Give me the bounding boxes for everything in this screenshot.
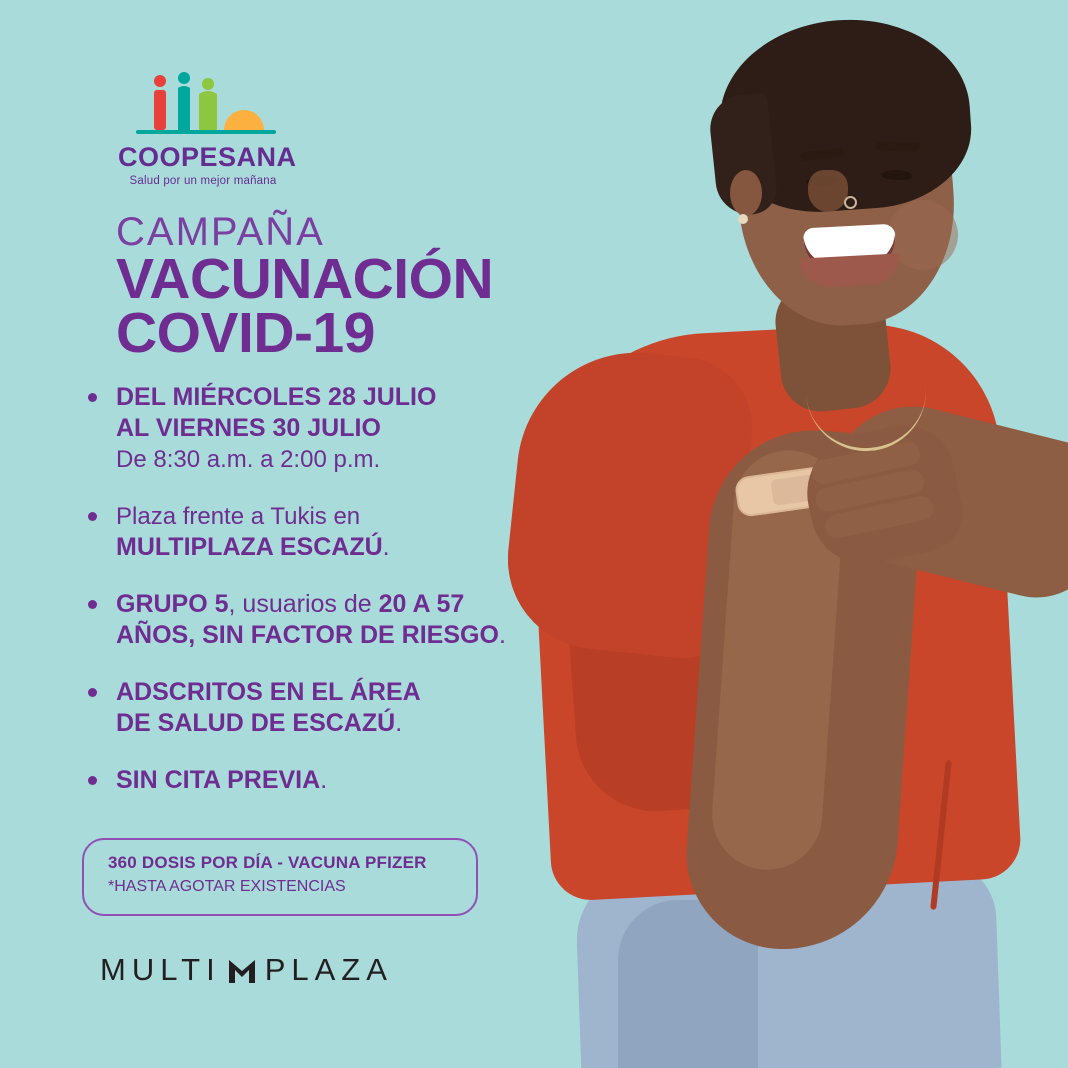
multiplaza-logo-right: PLAZA [264, 952, 393, 987]
bullet-group-period: . [498, 621, 506, 649]
bullet-location-line-2 [116, 532, 552, 563]
model-eyebrow [876, 141, 920, 152]
bullet-no-appointment [82, 765, 552, 796]
bullet-dot-icon [88, 600, 97, 609]
bullet-dot-icon [88, 776, 97, 785]
bullet-no-appointment-text: SIN CITA PREVIA [116, 766, 321, 794]
model-nose [808, 170, 848, 212]
coopesana-logo-tagline: Salud por un mejor mañana [129, 175, 277, 187]
bullet-location-venue: MULTIPLAZA ESCAZÚ [116, 533, 383, 561]
page-title [116, 247, 494, 365]
bullet-group [82, 589, 552, 651]
title-line-2: COVID-19 [116, 301, 375, 365]
doses-note-line-2: *HASTA AGOTAR EXISTENCIAS [108, 878, 346, 895]
multiplaza-logo [100, 952, 393, 988]
bullet-area-text: DE SALUD DE ESCAZÚ [116, 709, 396, 737]
bullet-area-line-1: ADSCRITOS EN EL ÁREA [116, 678, 421, 706]
multiplaza-logo-mark-icon [225, 953, 259, 987]
multiplaza-logo-left: MULTI [100, 952, 221, 987]
doses-note-box [82, 838, 478, 916]
bullet-location-line-1: Plaza frente a Tukis en [116, 503, 361, 530]
bullet-no-appointment-period: . [320, 766, 328, 794]
doses-note-line-1: 360 DOSIS POR DÍA - VACUNA PFIZER [108, 853, 427, 872]
bullet-location-period: . [382, 533, 390, 561]
title-line-1: VACUNACIÓN [116, 247, 494, 311]
bullet-group-line-2 [116, 620, 552, 651]
bullet-no-appointment-line [116, 765, 552, 796]
bullet-area-line-2 [116, 708, 552, 739]
headline-kicker: CAMPAÑA [116, 210, 325, 254]
bullet-dates-line-2: AL VIERNES 30 JULIO [116, 414, 381, 442]
bullet-group-age-range: 20 A 57 [378, 590, 465, 618]
bullet-group-line-1 [116, 589, 552, 620]
model-eye [882, 169, 912, 180]
model-earring [738, 214, 748, 224]
bullet-list [82, 382, 552, 822]
bullet-group-name: GRUPO 5 [116, 590, 229, 618]
bullet-dot-icon [88, 393, 97, 402]
coopesana-logo [118, 72, 297, 187]
coopesana-logo-mark [136, 72, 288, 140]
bullet-group-mid-text: , usuarios de [228, 590, 379, 618]
model-ear [730, 170, 762, 216]
bullet-dot-icon [88, 688, 97, 697]
bullet-area [82, 677, 552, 739]
bullet-dates-line-1: DEL MIÉRCOLES 28 JULIO [116, 383, 437, 411]
bullet-dates [82, 382, 552, 475]
coopesana-logo-name: COOPESANA [118, 142, 297, 172]
bullet-location [82, 501, 552, 563]
model-photograph [508, 0, 1068, 1068]
bullet-dot-icon [88, 512, 97, 521]
bullet-group-condition: AÑOS, SIN FACTOR DE RIESGO [116, 621, 499, 649]
bullet-area-period: . [395, 709, 403, 737]
model-nose-ring [844, 196, 857, 209]
bullet-dates-hours: De 8:30 a.m. a 2:00 p.m. [116, 446, 381, 473]
